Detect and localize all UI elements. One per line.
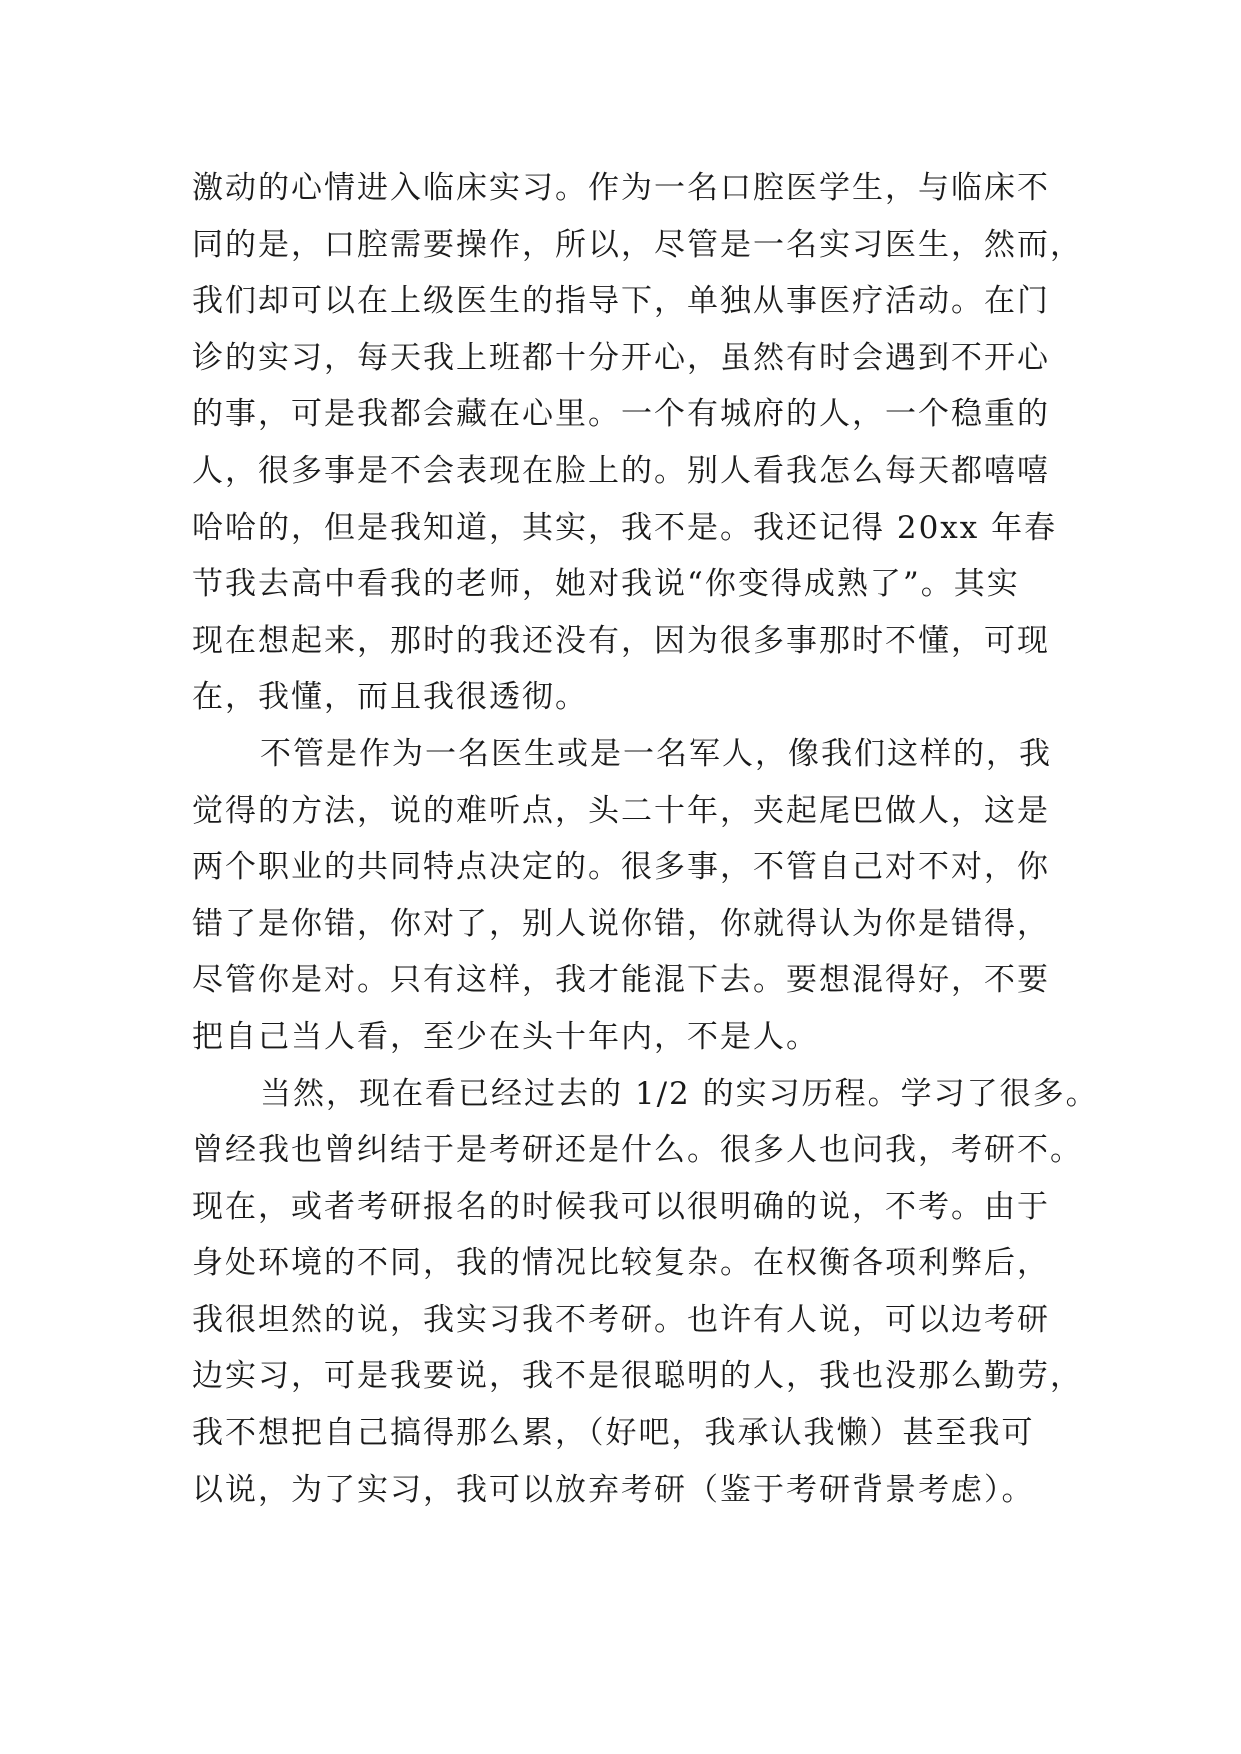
text-line: 节我去高中看我的老师，她对我说“你变得成熟了”。其实	[192, 566, 1020, 603]
text-line: 曾经我也曾纠结于是考研还是什么。很多人也问我，考研不。	[192, 1132, 1083, 1169]
paragraph-2	[192, 726, 1052, 1066]
text-line-indented: 当然，现在看已经过去的 1/2 的实习历程。学习了很多。	[260, 1075, 1099, 1112]
text-line-indented: 不管是作为一名医生或是一名军人，像我们这样的，我	[260, 735, 1052, 772]
body-text	[192, 160, 1099, 1518]
text-line: 的事，可是我都会藏在心里。一个有城府的人，一个稳重的	[192, 396, 1050, 433]
text-line: 哈哈的，但是我知道，其实，我不是。我还记得 20xx 年春	[192, 509, 1058, 546]
text-line: 以说，为了实习，我可以放弃考研（鉴于考研背景考虑）。	[192, 1471, 1035, 1508]
text-line: 两个职业的共同特点决定的。很多事，不管自己对不对，你	[192, 849, 1050, 886]
text-line: 我们却可以在上级医生的指导下，单独从事医疗活动。在门	[192, 283, 1050, 320]
text-line: 激动的心情进入临床实习。作为一名口腔医学生，与临床不	[192, 170, 1050, 206]
text-line: 现在想起来，那时的我还没有，因为很多事那时不懂，可现	[192, 622, 1050, 659]
text-line: 我很坦然的说，我实习我不考研。也许有人说，可以边考研	[192, 1301, 1050, 1338]
text-line: 身处环境的不同，我的情况比较复杂。在权衡各项利弊后，	[192, 1245, 1050, 1282]
paragraph-3	[192, 1066, 1099, 1519]
text-line: 边实习，可是我要说，我不是很聪明的人，我也没那么勤劳，	[192, 1358, 1083, 1395]
text-line: 我不想把自己搞得那么累，（好吧，我承认我懒）甚至我可	[192, 1415, 1035, 1452]
text-line: 尽管你是对。只有这样，我才能混下去。要想混得好，不要	[192, 962, 1050, 999]
text-line: 人，很多事是不会表现在脸上的。别人看我怎么每天都嘻嘻	[192, 452, 1050, 489]
text-line: 现在，或者考研报名的时候我可以很明确的说，不考。由于	[192, 1188, 1050, 1225]
text-line: 同的是，口腔需要操作，所以，尽管是一名实习医生，然而，	[192, 226, 1083, 263]
text-line: 把自己当人看，至少在头十年内，不是人。	[192, 1018, 819, 1055]
text-line: 诊的实习，每天我上班都十分开心，虽然有时会遇到不开心	[192, 339, 1050, 376]
paragraph-1	[192, 160, 1083, 726]
text-line: 错了是你错，你对了，别人说你错，你就得认为你是错得，	[192, 905, 1050, 942]
text-line: 在，我懂，而且我很透彻。	[192, 679, 588, 716]
text-line: 觉得的方法，说的难听点，头二十年，夹起尾巴做人，这是	[192, 792, 1050, 829]
